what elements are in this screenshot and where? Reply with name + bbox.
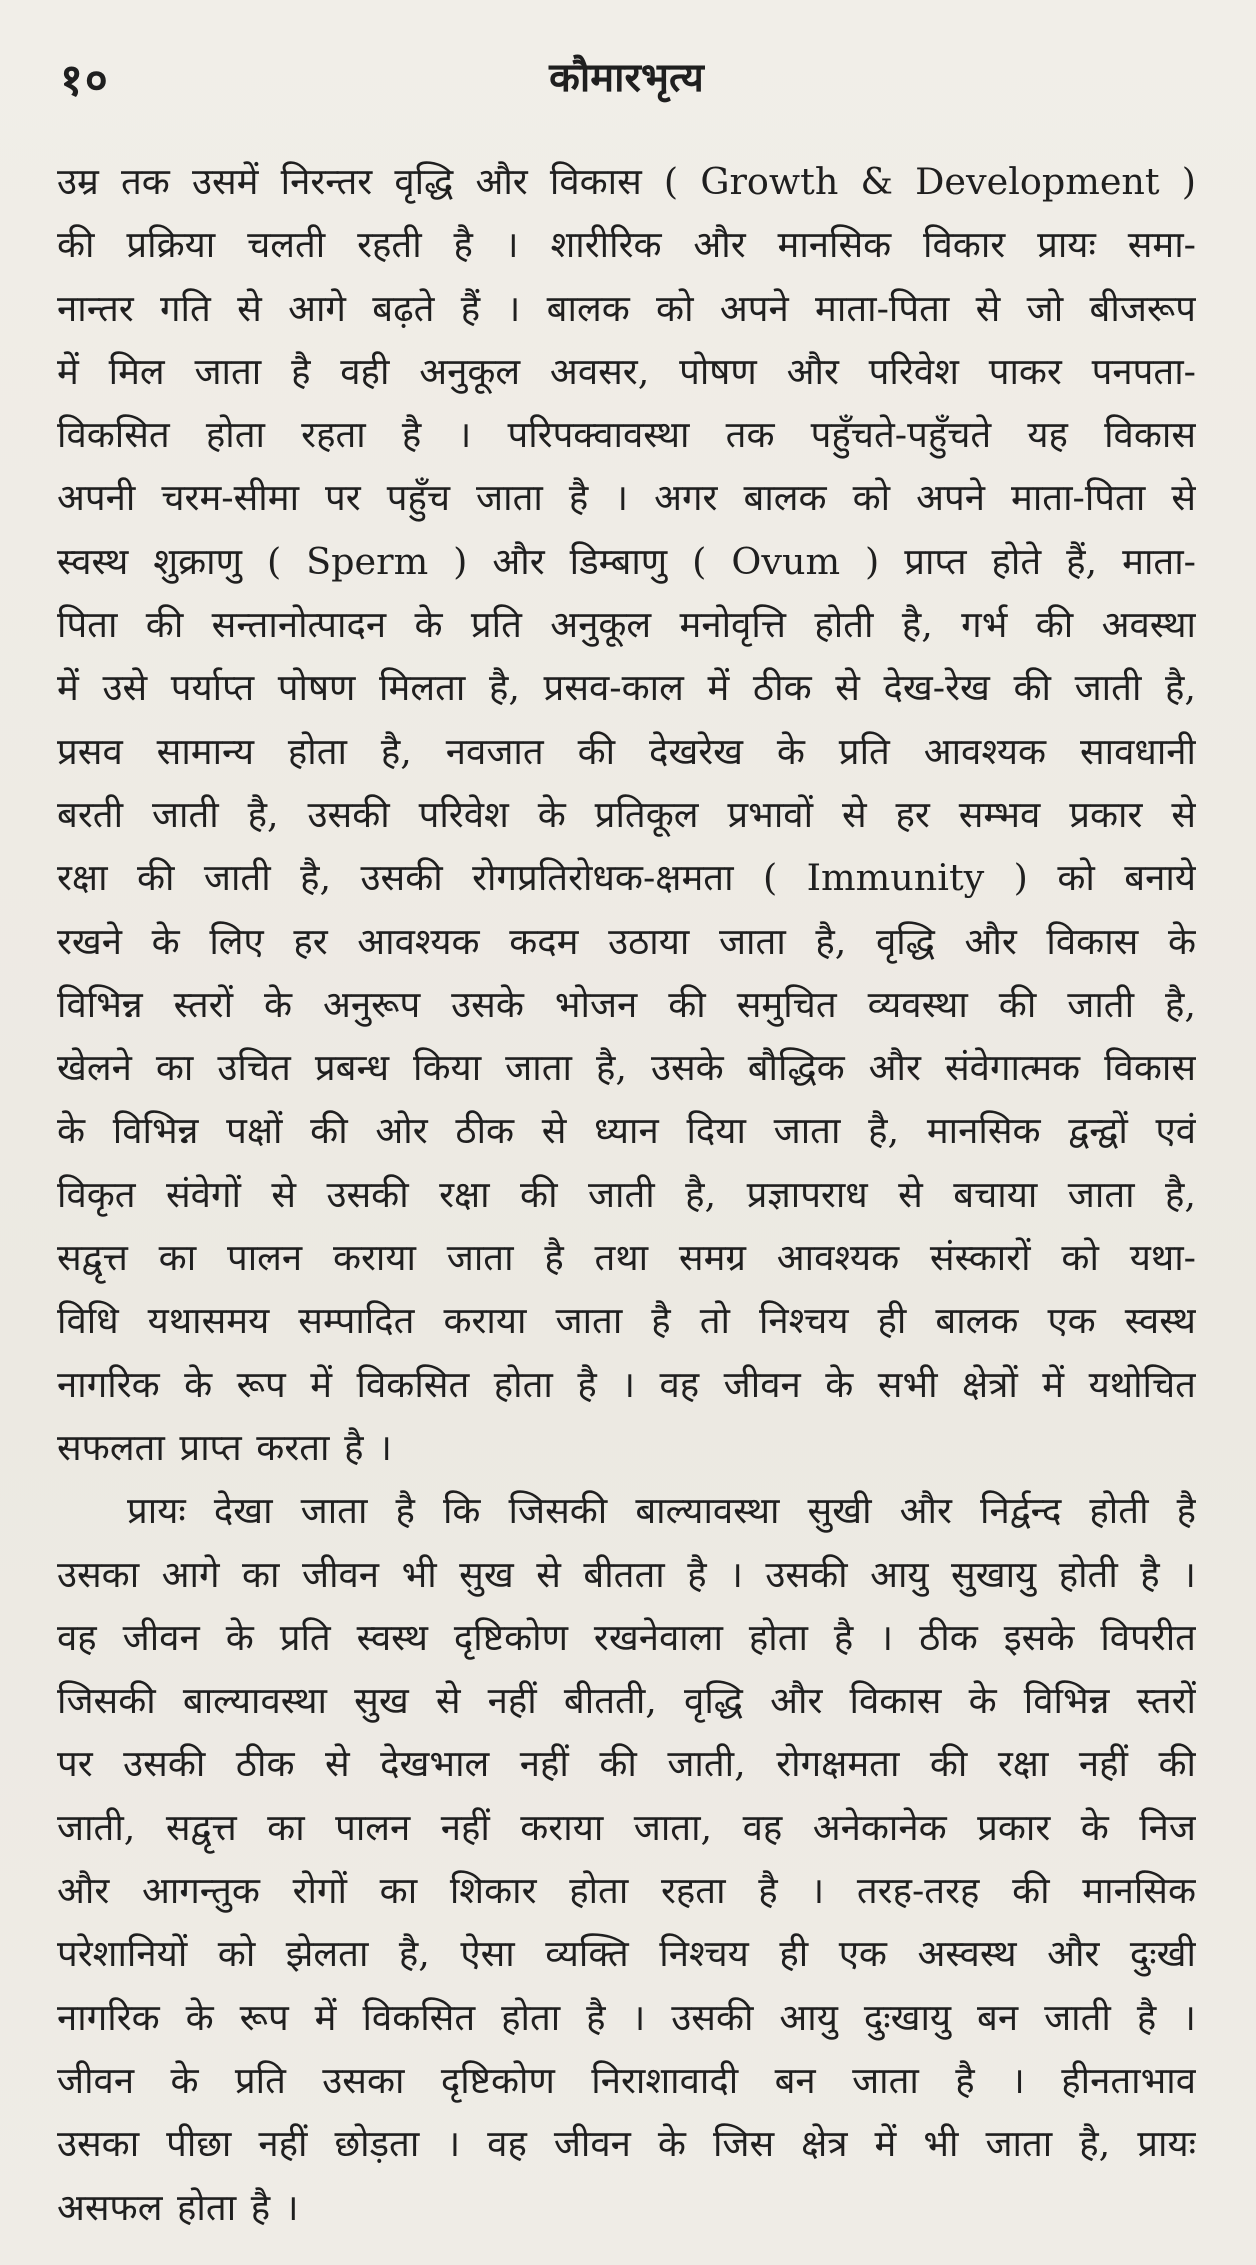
text-line: सफलता प्राप्त करता है । — [57, 1425, 392, 1469]
text-line: नान्तर गति से आगे बढ़ते हैं । बालक को अपने माता-पिता से जो बीजरूप — [57, 286, 1196, 330]
text-line: विकसित होता रहता है । परिपक्वावस्था तक पहुँचते-पहुँचते यह विकास — [57, 413, 1196, 457]
text-line: उसका पीछा नहीं छोड़ता । वह जीवन के जिस क्षेत्र में भी जाता है, प्रायः — [57, 2122, 1196, 2166]
running-head-title: कौमारभृत्य — [549, 54, 704, 101]
text-line: और आगन्तुक रोगों का शिकार होता रहता है । तरह-तरह की मानसिक — [57, 1869, 1196, 1913]
text-line: के विभिन्न पक्षों की ओर ठीक से ध्यान दिया जाता है, मानसिक द्वन्द्वों एवं — [57, 1109, 1196, 1153]
page-header — [57, 40, 1196, 150]
paragraph-2 — [57, 1479, 1196, 2239]
text-line: उसका आगे का जीवन भी सुख से बीतता है । उसकी आयु सुखायु होती है । — [57, 1552, 1196, 1596]
page-number: १० — [60, 55, 110, 106]
text-line: में उसे पर्याप्त पोषण मिलता है, प्रसव-काल में ठीक से देख-रेख की जाती है, — [57, 666, 1196, 710]
text-line: नागरिक के रूप में विकसित होता है । उसकी आयु दुःखायु बन जाती है । — [57, 1995, 1196, 2039]
text-line: रक्षा की जाती है, उसकी रोगप्रतिरोधक-क्षमता ( Immunity ) को बनाये — [57, 856, 1196, 900]
text-line: रखने के लिए हर आवश्यक कदम उठाया जाता है, वृद्धि और विकास के — [57, 919, 1196, 963]
text-line: अपनी चरम-सीमा पर पहुँच जाता है । अगर बालक को अपने माता-पिता से — [57, 476, 1196, 520]
text-line: नागरिक के रूप में विकसित होता है । वह जीवन के सभी क्षेत्रों में यथोचित — [57, 1362, 1196, 1406]
text-line: जिसकी बाल्यावस्था सुख से नहीं बीतती, वृद्धि और विकास के विभिन्न स्तरों — [57, 1679, 1196, 1723]
text-line: स्वस्थ शुक्राणु ( Sperm ) और डिम्बाणु ( Ovum ) प्राप्त होते हैं, माता- — [57, 539, 1196, 583]
text-line: उम्र तक उसमें निरन्तर वृद्धि और विकास ( Growth & Development ) — [57, 160, 1196, 203]
text-line: वह जीवन के प्रति स्वस्थ दृष्टिकोण रखनेवाला होता है । ठीक इसके विपरीत — [57, 1615, 1196, 1659]
text-line: सद्वृत्त का पालन कराया जाता है तथा समग्र आवश्यक संस्कारों को यथा- — [57, 1236, 1196, 1280]
text-line: विकृत संवेगों से उसकी रक्षा की जाती है, प्रज्ञापराध से बचाया जाता है, — [57, 1172, 1196, 1216]
text-line: बरती जाती है, उसकी परिवेश के प्रतिकूल प्रभावों से हर सम्भव प्रकार से — [57, 792, 1196, 836]
text-line: विभिन्न स्तरों के अनुरूप उसके भोजन की समुचित व्यवस्था की जाती है, — [57, 982, 1196, 1026]
text-line: विधि यथासमय सम्पादित कराया जाता है तो निश्चय ही बालक एक स्वस्थ — [57, 1299, 1196, 1343]
text-line: परेशानियों को झेलता है, ऐसा व्यक्ति निश्चय ही एक अस्वस्थ और दुःखी — [57, 1932, 1196, 1976]
text-line: प्रायः देखा जाता है कि जिसकी बाल्यावस्था सुखी और निर्द्वन्द होती है — [127, 1489, 1196, 1533]
text-line: में मिल जाता है वही अनुकूल अवसर, पोषण और परिवेश पाकर पनपता- — [57, 349, 1196, 393]
text-line: खेलने का उचित प्रबन्ध किया जाता है, उसके बौद्धिक और संवेगात्मक विकास — [57, 1046, 1196, 1090]
text-line: पर उसकी ठीक से देखभाल नहीं की जाती, रोगक्षमता की रक्षा नहीं की — [57, 1742, 1196, 1786]
body-text — [57, 150, 1196, 2239]
text-line: जाती, सद्वृत्त का पालन नहीं कराया जाता, वह अनेकानेक प्रकार के निज — [57, 1805, 1196, 1849]
paragraph-1 — [57, 150, 1196, 1479]
text-line: जीवन के प्रति उसका दृष्टिकोण निराशावादी बन जाता है । हीनताभाव — [57, 2058, 1196, 2102]
text-line: पिता की सन्तानोत्पादन के प्रति अनुकूल मनोवृत्ति होती है, गर्भ की अवस्था — [57, 603, 1196, 647]
text-line: की प्रक्रिया चलती रहती है । शारीरिक और मानसिक विकार प्रायः समा- — [57, 223, 1196, 267]
text-line: असफल होता है । — [57, 2185, 299, 2229]
text-line: प्रसव सामान्य होता है, नवजात की देखरेख के प्रति आवश्यक सावधानी — [57, 729, 1196, 773]
